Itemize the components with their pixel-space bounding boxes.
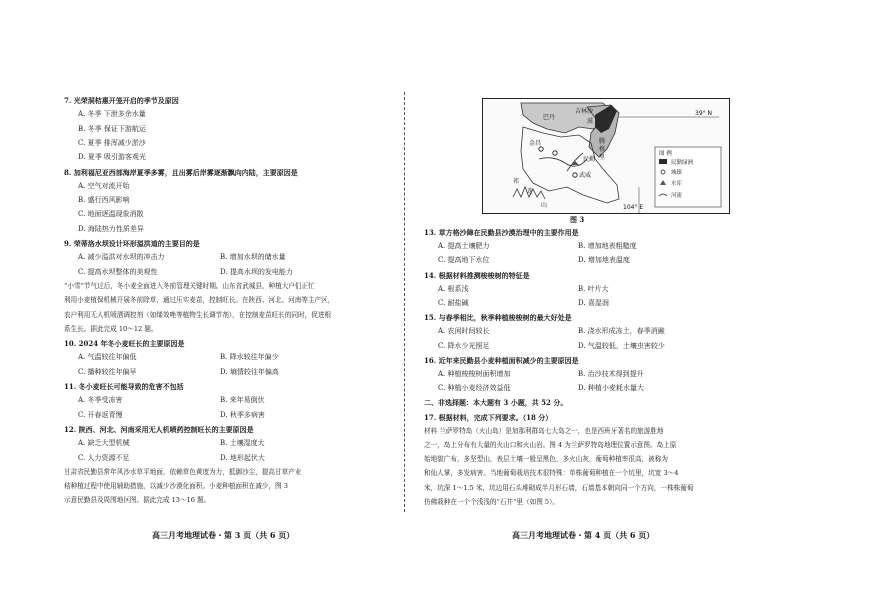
legend-item: 河流 bbox=[671, 193, 683, 199]
map-label: 格 bbox=[599, 146, 606, 153]
option-text: B. 降水较往年偏少 bbox=[220, 353, 279, 362]
option-text: A. 气温较往年偏低 bbox=[78, 353, 137, 362]
page-3 bbox=[0, 0, 400, 616]
question-text: 17. 根据材料，完成下列要求。（18 分） bbox=[424, 412, 553, 422]
option-text: A. 根系浅 bbox=[438, 284, 469, 293]
map-label: 沙 bbox=[587, 108, 594, 115]
option-text: C. 提高水坝整体的美观性 bbox=[78, 267, 158, 276]
question-text: 12. 陕西、河北、河南采用无人机喷药控制旺长的主要原因是 bbox=[64, 424, 254, 434]
question-text: 7. 光荣洞桔惠开笼开启的季节及原因 bbox=[64, 96, 179, 105]
option-text: D. 喜湿润 bbox=[578, 299, 609, 307]
question-text: 10. 2024 年冬小麦旺长的主要原因是 bbox=[64, 339, 185, 349]
map-label: 民勤 bbox=[583, 156, 596, 163]
passage-text: 示意民勤县及周围地区图。据此完成 13～16 题。 bbox=[64, 496, 211, 505]
page-4 bbox=[410, 0, 870, 616]
city-dot-wuwei bbox=[573, 173, 577, 177]
option-text: C. 播种较往年偏早 bbox=[78, 367, 137, 376]
footer-page-3: 高三月考地理试卷・第 3 页（共 6 页） bbox=[152, 530, 295, 540]
option-text: C. 地面逐温现象消散 bbox=[78, 210, 144, 219]
longitude-label: 104° E bbox=[623, 204, 644, 211]
option-text: D. 夏季 吸引游客观光 bbox=[78, 153, 147, 162]
passage-text: 之一，岛上分布有大量的火山口和火山岩。图 4 为兰萨罗特岛地理位置示意图。岛上原 bbox=[424, 441, 677, 449]
latitude-label: 39° N bbox=[695, 110, 713, 117]
option-text: D. 秋季多病害 bbox=[220, 410, 265, 419]
option-text: D. 墒情较往年偏高 bbox=[220, 367, 279, 376]
map-label: 漠 bbox=[587, 118, 594, 125]
option-text: A. 空气对流开始 bbox=[78, 181, 130, 190]
map-label: 里 bbox=[599, 154, 606, 161]
question-text: 二、非选择题：本大题有 3 小题，共 52 分。 bbox=[424, 398, 568, 408]
reservoir-icon bbox=[571, 161, 579, 165]
option-text: D. 气温较低，土壤虫害较少 bbox=[578, 341, 665, 350]
passage-text: 和仙人掌，多发病害。当地葡萄栽培技术很特殊：单株葡萄种植在一个坑里，坑宽 3～4 bbox=[424, 469, 679, 478]
option-text: D. 地形起伏大 bbox=[220, 453, 265, 462]
question-text: 16. 近年来民勤县小麦种植面积减少的主要原因是 bbox=[424, 355, 579, 365]
river bbox=[539, 158, 587, 167]
passage-text: 农户利用无人机喷洒调控剂（如烯效唑等植物生长调节剂），在控制麦苗旺长的同时，促进根 bbox=[64, 310, 332, 319]
option-text: C. 提高地下水位 bbox=[438, 256, 490, 265]
city-dot-minqin bbox=[553, 151, 557, 155]
page-divider bbox=[404, 92, 405, 512]
legend-item: 水库 bbox=[671, 181, 683, 187]
passage-text: 材料 兰萨罗特岛（火山岛）是加那利群岛七大岛之一，也是西班牙著名的旅游胜地 bbox=[424, 426, 664, 435]
passage-text: “小雪”节气过后，冬小麦全面进入冬前管理关键时期。山东省武城县，种植大户们正忙 bbox=[64, 281, 315, 290]
question-text: 14. 根据材料推测梭梭树的特征是 bbox=[424, 270, 530, 280]
option-text: A. 提高土壤肥力 bbox=[438, 242, 490, 251]
legend-oasis-swatch bbox=[659, 159, 667, 164]
city-dot-jinchang bbox=[539, 147, 543, 151]
option-text: D. 海陆热力性质差异 bbox=[78, 224, 144, 233]
option-text: B. 增加地表粗糙度 bbox=[578, 242, 637, 251]
option-text: B. 浇水形成冻土，春季消融 bbox=[578, 327, 665, 336]
passage-text: 秸种植过程中使用辅助措施，以减少沙漠化面积。小麦种植面积在减少，图 3 bbox=[64, 482, 288, 491]
option-text: C. 夏季 排浑减少淤沙 bbox=[78, 138, 146, 147]
option-text: D. 提高水坝的发电能力 bbox=[220, 267, 293, 276]
option-text: B. 叶片大 bbox=[578, 284, 609, 293]
map-label: 吉林 bbox=[575, 108, 588, 115]
footer-page-4: 高三月考地理试卷・第 4 页（共 6 页） bbox=[512, 530, 655, 540]
option-text: A. 种植梭梭树面积增加 bbox=[438, 370, 511, 378]
legend-title: 图 例 bbox=[659, 151, 672, 157]
map-label: 山 bbox=[541, 202, 548, 209]
map-svg bbox=[483, 99, 729, 213]
question-text: 9. 荣蒂洛水坝设计环形溢洪道的主要目的是 bbox=[64, 239, 200, 248]
figure-3-map bbox=[482, 98, 730, 214]
option-text: B. 冬季 保证下游航运 bbox=[78, 124, 146, 133]
map-label: 祁 bbox=[513, 178, 520, 185]
question-text: 8. 加利福尼亚西部海岸夏季多雾，且出雾后岸雾逐渐飘向内陆，主要原因是 bbox=[64, 167, 298, 177]
option-text: C. 种植小麦经济效益低 bbox=[438, 384, 511, 393]
passage-text: 始地貌广布，多坚型山，表层土壤一般呈黑色，多火山灰，葡萄种植率很高，被称为 bbox=[424, 455, 668, 464]
map-label: 腾 bbox=[599, 138, 606, 145]
question-text: 11. 冬小麦旺长可能导致的危害不包括 bbox=[64, 382, 184, 391]
option-text: A. 减少溢洪对水坝的冲击力 bbox=[78, 253, 165, 262]
option-text: B. 增加水坝的储水量 bbox=[220, 253, 286, 262]
option-text: C. 开春返青慢 bbox=[78, 410, 123, 419]
figure-caption: 图 3 bbox=[570, 215, 585, 224]
legend-item: 民勤绿洲 bbox=[671, 160, 694, 166]
option-text: D. 种植小麦耗水量大 bbox=[578, 384, 644, 393]
legend-item: 城镇 bbox=[671, 170, 683, 176]
option-text: B. 土壤湿度大 bbox=[220, 439, 265, 448]
option-text: C. 人力资源不足 bbox=[78, 453, 130, 462]
passage-text: 米，坑深 1～1.5 米，坑边用石头堆砌成半月形石墙，石墙基本朝向同一个方向，一株株葡萄 bbox=[424, 483, 694, 492]
option-text: A. 冬季 下泄多余水量 bbox=[78, 110, 146, 119]
passage-text: 甘肃省民勤县常年风沙水草平地面，依赖草色黄度为力，抵御沙尘，提高甘草产业 bbox=[64, 467, 302, 476]
map-label: 连 bbox=[527, 188, 534, 195]
option-text: A. 冬季受冻害 bbox=[78, 396, 123, 405]
option-text: D. 增加地表温度 bbox=[578, 256, 630, 265]
option-text: A. 缺乏大型机械 bbox=[78, 439, 130, 448]
passage-text: 利用小麦植保机械开展冬前除草，通过压实麦苗，控制旺长。在陕西、河北、河南等主产区， bbox=[64, 296, 335, 305]
map-label: 金昌 bbox=[529, 140, 542, 147]
option-text: C. 降水少光照足 bbox=[438, 341, 490, 350]
map-label: 武威 bbox=[579, 172, 592, 179]
question-text: 13. 草方格沙障在民勤县沙漠治理中的主要作用是 bbox=[424, 228, 579, 237]
option-text: B. 盛行西风影响 bbox=[78, 196, 130, 205]
option-text: B. 来年易倒伏 bbox=[220, 396, 265, 405]
option-text: C. 耐盐碱 bbox=[438, 299, 469, 307]
passage-text: 系生长。据此完成 10～12 题。 bbox=[64, 324, 158, 333]
passage-text: 仿佛栽种在一个个浅浅的“石井”里（如图 5）。 bbox=[424, 497, 560, 506]
question-text: 15. 与春季相比，秋季种植梭梭树的最大好处是 bbox=[424, 313, 572, 323]
option-text: B. 治沙技术得到提升 bbox=[578, 370, 644, 378]
option-text: A. 农闲时间较长 bbox=[438, 327, 490, 336]
map-label: 巴丹 bbox=[543, 114, 556, 121]
